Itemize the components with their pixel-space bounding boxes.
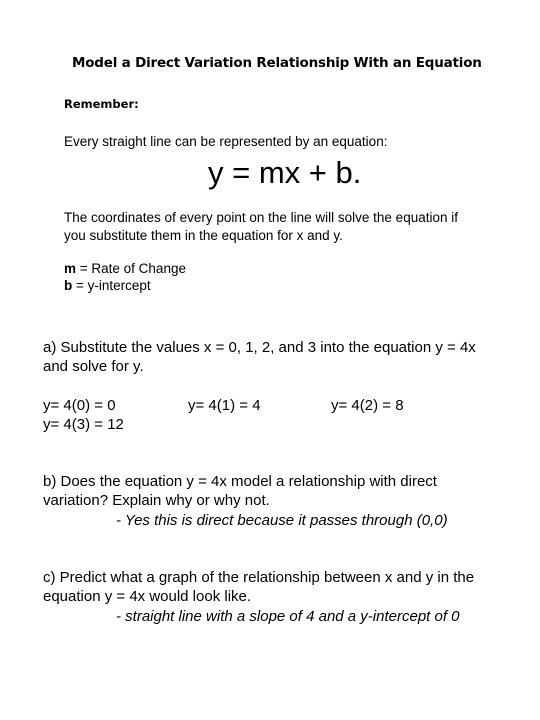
result-x0: y= 4(0) = 0 — [43, 397, 116, 414]
answer-c: - straight line with a slope of 4 and a y-intercept of 0 — [116, 608, 460, 625]
result-x1: y= 4(1) = 4 — [188, 397, 261, 414]
definition-text: = Rate of Change — [76, 261, 186, 276]
line-equation: y = mx + b. — [208, 155, 362, 190]
definition-text: = y-intercept — [72, 278, 151, 293]
question-a-line-1: a) Substitute the values x = 0, 1, 2, and 3 into the equation y = 4x — [43, 339, 476, 356]
definition-symbol: b — [64, 278, 73, 293]
question-b-line-2: variation? Explain why or why not. — [43, 492, 270, 509]
answer-b: - Yes this is direct because it passes through (0,0) — [116, 512, 448, 529]
definition-b — [64, 277, 151, 294]
result-x3: y= 4(3) = 12 — [43, 416, 124, 433]
result-x2: y= 4(2) = 8 — [331, 397, 404, 414]
remember-heading: Remember: — [64, 97, 139, 111]
explanation-line-1: The coordinates of every point on the line will solve the equation if — [64, 210, 458, 225]
question-b-line-1: b) Does the equation y = 4x model a relationship with direct — [43, 473, 437, 490]
page-title: Model a Direct Variation Relationship With an Equation — [72, 55, 482, 71]
explanation-line-2: you substitute them in the equation for x and y. — [64, 228, 343, 243]
intro-text: Every straight line can be represented by an equation: — [64, 134, 388, 149]
definition-symbol: m — [64, 261, 77, 276]
question-c-line-1: c) Predict what a graph of the relationship between x and y in the — [43, 569, 475, 586]
question-a-line-2: and solve for y. — [43, 358, 144, 375]
definition-m — [64, 260, 186, 277]
question-c-line-2: equation y = 4x would look like. — [43, 588, 252, 605]
